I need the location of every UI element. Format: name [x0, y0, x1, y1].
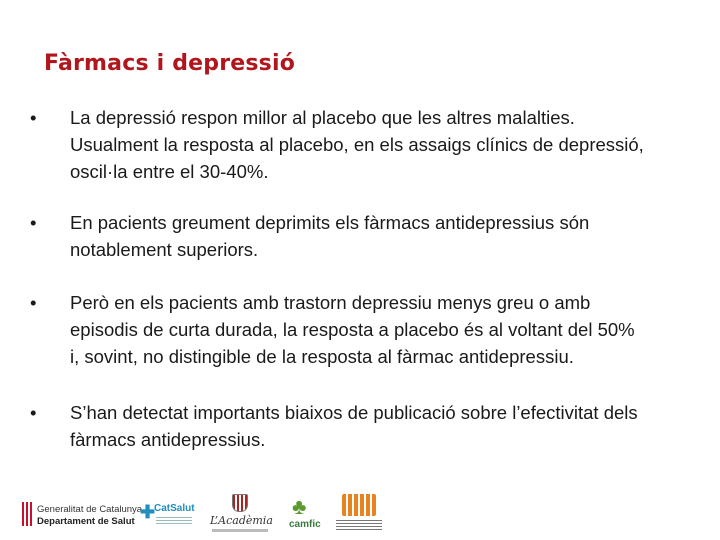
gencat-logo-line2: Departament de Salut: [37, 516, 135, 527]
bullet-line: La depressió respon millor al placebo que les altres malalties.: [70, 107, 575, 128]
camfic-logo: [286, 492, 330, 534]
bullet-line: notablement superiors.: [70, 239, 259, 260]
bullet-marker: •: [30, 402, 37, 423]
catsalut-logo-text: CatSalut: [154, 503, 195, 514]
columns-logo-subtext: [336, 520, 382, 530]
bullet-marker: •: [30, 292, 37, 313]
gencat-logo: [22, 498, 143, 528]
gencat-logo-line1: Generalitat de Catalunya: [37, 504, 143, 515]
bullet-marker: •: [30, 212, 37, 233]
footer-logos: [0, 490, 720, 540]
slide-title: Fàrmacs i depressió: [44, 51, 296, 76]
bullet-item: [30, 289, 635, 370]
camfic-logo-text: camfic: [289, 519, 321, 530]
bullet-item: [30, 104, 644, 185]
bullet-marker: •: [30, 107, 37, 128]
bullet-line: oscil·la entre el 30-40%.: [70, 161, 269, 182]
bullet-line: episodis de curta durada, la resposta a placebo és al voltant del 50%: [70, 319, 635, 340]
catsalut-cross-icon: ✚: [140, 502, 156, 522]
catsalut-logo: [140, 500, 202, 530]
bullet-line: fàrmacs antidepressius.: [70, 429, 266, 450]
bullet-item: [30, 209, 589, 263]
academia-logo-text: L’Acadèmia: [210, 514, 273, 527]
catsalut-logo-subtext: [156, 517, 192, 525]
bullet-line: Usualment la resposta al placebo, en els assaigs clínics de depressió,: [70, 134, 644, 155]
academia-logo-subtext: [212, 529, 268, 532]
columns-logo-icon: [342, 494, 376, 516]
bullet-line: S’han detectat importants biaixos de publicació sobre l’efectivitat dels: [70, 402, 638, 423]
tree-people-icon: ♣: [292, 494, 307, 519]
bullet-line: Però en els pacients amb trastorn depressiu menys greu o amb: [70, 292, 591, 313]
bullet-line: i, sovint, no distingible de la resposta al fàrmac antidepressiu.: [70, 346, 574, 367]
bullet-line: En pacients greument deprimits els fàrmacs antidepressius són: [70, 212, 590, 233]
academia-logo: [208, 494, 272, 534]
senyera-flag-icon: [22, 502, 32, 526]
columns-logo: [336, 494, 386, 534]
crest-icon: [232, 494, 248, 512]
bullet-item: [30, 399, 638, 453]
